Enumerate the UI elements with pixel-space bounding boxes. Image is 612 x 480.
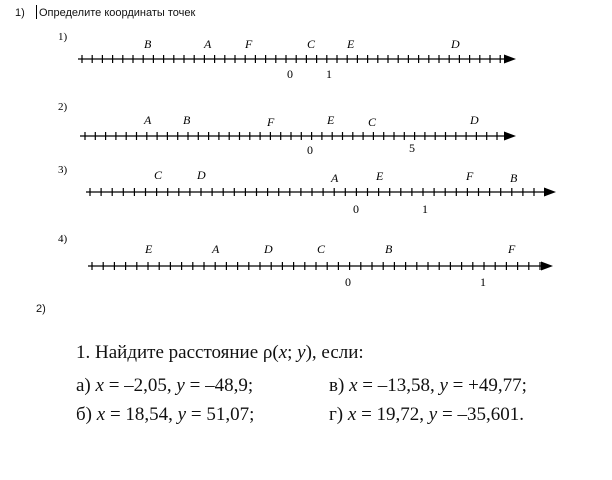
item-g-x: 19,72 (376, 404, 420, 425)
task-heading-text: 1. Найдите расстояние ρ(x; y), если: (76, 342, 364, 363)
line-2-label: 2) (58, 101, 68, 113)
line-4-point-B: B (385, 242, 393, 256)
line-2-point-A: A (144, 113, 152, 127)
line-4-point-D: D (264, 242, 273, 256)
line-1-label: 1) (58, 31, 68, 43)
line-1-point-A: A (204, 37, 212, 51)
line-3-point-E: E (376, 169, 384, 183)
line-1-tick-0: 0 (287, 67, 293, 81)
item-a-letter: а) (76, 375, 91, 396)
task-item-b: б) x = 18,54, y = 51,07; (76, 404, 255, 425)
number-line-2 (80, 132, 516, 141)
item-b-x: 18,54 (125, 404, 169, 425)
line-4-tick-0: 0 (345, 275, 351, 289)
line-4-label: 4) (58, 233, 68, 245)
item-v-y: +49,77; (468, 375, 527, 396)
line-3-label: 3) (58, 164, 68, 176)
line-4-point-A: A (212, 242, 220, 256)
task-item-g: г) x = 19,72, y = –35,601. (329, 404, 524, 425)
item-v-x: –13,58 (377, 375, 430, 396)
line-3-point-D: D (197, 168, 206, 182)
section-2-label: 2) (36, 303, 46, 315)
item-v-letter: в) (329, 375, 345, 396)
item-g-y: –35,601. (457, 404, 524, 425)
task-item-a: а) x = –2,05, y = –48,9; (76, 375, 254, 396)
line-3-point-F: F (466, 169, 474, 183)
item-a-y: –48,9; (205, 375, 254, 396)
line-3-point-C: C (154, 168, 163, 182)
task-title: Определите координаты точек (39, 7, 196, 19)
line-3-tick-0: 0 (353, 202, 359, 216)
line-3-point-B: B (510, 171, 518, 185)
item-b-letter: б) (76, 404, 92, 425)
line-2-point-D: D (470, 113, 479, 127)
line-1-point-E: E (347, 37, 355, 51)
line-1-point-B: B (144, 37, 152, 51)
line-2-point-B: B (183, 113, 191, 127)
line-4-point-F: F (508, 242, 516, 256)
line-1-tick-1: 1 (326, 67, 332, 81)
task-number: 1) (15, 7, 25, 19)
line-2-tick-5: 5 (409, 141, 415, 155)
line-2-point-F: F (267, 115, 275, 129)
line-4-point-E: E (145, 242, 153, 256)
line-2-point-C: C (368, 115, 377, 129)
line-1-point-D: D (451, 37, 460, 51)
item-g-letter: г) (329, 404, 344, 425)
item-a-x: –2,05 (124, 375, 167, 396)
line-1-point-F: F (245, 37, 253, 51)
number-line-1 (78, 55, 516, 64)
number-line-4 (88, 262, 553, 271)
line-3-tick-1: 1 (422, 202, 428, 216)
number-line-3 (86, 188, 556, 197)
line-4-tick-1: 1 (480, 275, 486, 289)
line-2-tick-0: 0 (307, 143, 313, 157)
item-b-y: 51,07; (206, 404, 255, 425)
line-1-point-C: C (307, 37, 316, 51)
line-4-point-C: C (317, 242, 326, 256)
task-item-v: в) x = –13,58, y = +49,77; (329, 375, 527, 396)
line-3-point-A: A (331, 171, 339, 185)
line-2-point-E: E (327, 113, 335, 127)
